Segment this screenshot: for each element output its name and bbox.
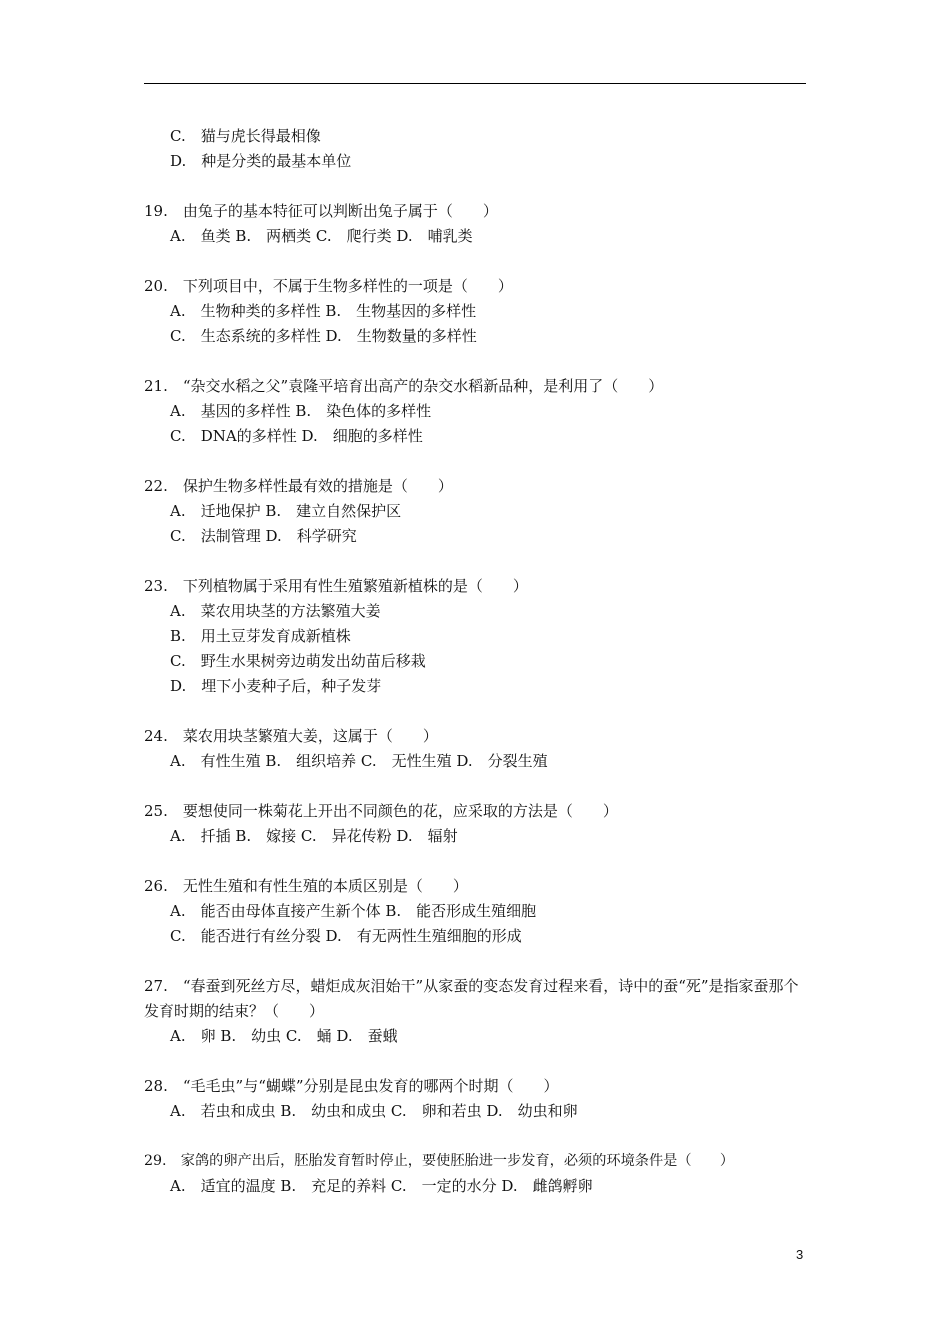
question-20-options-cd: C. 生态系统的多样性 D. 生物数量的多样性 (170, 327, 477, 345)
question-23-stem: 23. 下列植物属于采用有性生殖繁殖新植株的是（ ） (144, 577, 528, 595)
question-21-options-ab: A. 基因的多样性 B. 染色体的多样性 (170, 402, 432, 420)
page-number: 3 (796, 1247, 804, 1262)
question-list (144, 124, 806, 1199)
question-25-options: A. 扦插 B. 嫁接 C. 异花传粉 D. 辐射 (170, 827, 458, 845)
question-22-options-cd: C. 法制管理 D. 科学研究 (170, 527, 357, 545)
question-19-options: A. 鱼类 B. 两栖类 C. 爬行类 D. 哺乳类 (170, 227, 473, 245)
question-24-options: A. 有性生殖 B. 组织培养 C. 无性生殖 D. 分裂生殖 (170, 752, 548, 770)
header-rule (144, 83, 806, 84)
question-18-option-d: D. 种是分类的最基本单位 (170, 152, 352, 170)
question-19-stem: 19. 由兔子的基本特征可以判断出兔子属于（ ） (144, 202, 498, 220)
question-23-option-d: D. 埋下小麦种子后，种子发芽 (170, 677, 382, 695)
question-26-options-ab: A. 能否由母体直接产生新个体 B. 能否形成生殖细胞 (170, 902, 537, 920)
question-21-stem: 21. “杂交水稻之父”袁隆平培育出高产的杂交水稻新品种，是利用了（ ） (144, 377, 664, 395)
question-22-options-ab: A. 迁地保护 B. 建立自然保护区 (170, 502, 402, 520)
question-26-options-cd: C. 能否进行有丝分裂 D. 有无两性生殖细胞的形成 (170, 927, 522, 945)
question-25-stem: 25. 要想使同一株菊花上开出不同颜色的花，应采取的方法是（ ） (144, 802, 618, 820)
question-21-options-cd: C. DNA的多样性 D. 细胞的多样性 (170, 427, 423, 445)
question-27-stem: 27. “春蚕到死丝方尽，蜡炬成灰泪始干”从家蚕的变态发育过程来看，诗中的蚕“死”是指家蚕那个发育时期的结束？（ ） (144, 977, 799, 1020)
question-26-stem: 26. 无性生殖和有性生殖的本质区别是（ ） (144, 877, 468, 895)
question-29-stem: 29. 家鸽的卵产出后，胚胎发育暂时停止，要使胚胎进一步发育，必须的环境条件是（ ） (144, 1153, 735, 1169)
question-29-options: A. 适宜的温度 B. 充足的养料 C. 一定的水分 D. 雌鸽孵卵 (170, 1177, 593, 1195)
question-23-option-b: B. 用土豆芽发育成新植株 (170, 627, 351, 645)
question-28-stem: 28. “毛毛虫”与“蝴蝶”分别是昆虫发育的哪两个时期（ ） (144, 1077, 559, 1095)
question-20-options-ab: A. 生物种类的多样性 B. 生物基因的多样性 (170, 302, 477, 320)
question-27-options: A. 卵 B. 幼虫 C. 蛹 D. 蚕蛾 (170, 1027, 398, 1045)
question-23-option-a: A. 菜农用块茎的方法繁殖大姜 (170, 602, 381, 620)
question-18-option-c: C. 猫与虎长得最相像 (170, 127, 321, 145)
question-22-stem: 22. 保护生物多样性最有效的措施是（ ） (144, 477, 453, 495)
question-24-stem: 24. 菜农用块茎繁殖大姜，这属于（ ） (144, 727, 438, 745)
question-23-option-c: C. 野生水果树旁边萌发出幼苗后移栽 (170, 652, 426, 670)
question-28-options: A. 若虫和成虫 B. 幼虫和成虫 C. 卵和若虫 D. 幼虫和卵 (170, 1102, 578, 1120)
question-20-stem: 20. 下列项目中，不属于生物多样性的一项是（ ） (144, 277, 513, 295)
